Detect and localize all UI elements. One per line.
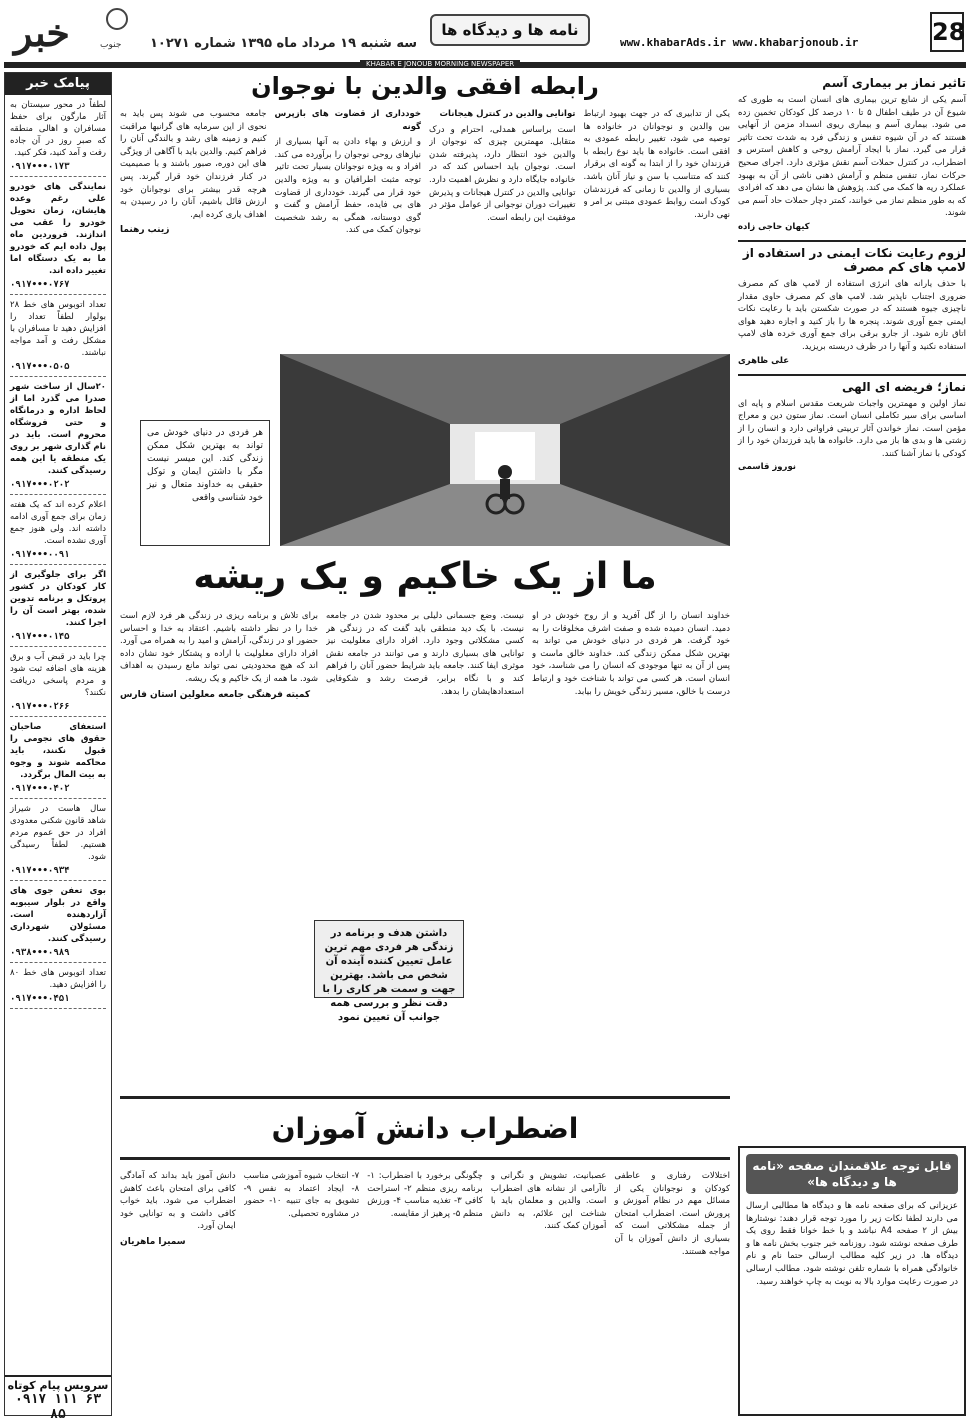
masthead-tagline: KHABAR E JONOUB MORNING NEWSPAPER	[360, 60, 520, 68]
asthma-article-author: کیهان حاجی زاده	[738, 221, 810, 232]
article3-column: چگونگی برخورد با اضطراب: ۱- برنامه ریزی منظم ۲- استراحت کافی ۳- تغذیه مناسب ۴- ورزش منظم ۵- پرهیز از مقایسه.	[367, 1171, 483, 1219]
article-author: زینب رهنما	[120, 225, 170, 236]
article3-author: سمیرا ماهریان	[120, 1236, 186, 1247]
hallway-wheelchair-photo	[280, 354, 730, 546]
sms-title: پیامک خبر	[5, 73, 111, 95]
sms-item	[5, 95, 111, 177]
article-column: خودداری از قضاوت های بازپرس گونه و ارزش و بهاء دادن به آنها بسیاری از نیازهای روحی نوجوان را برآورده می کند. افراد و به ویژه نوجوانان بسیار تحت تاثیر توجه مثبت اطرافیان و به ویژه والدین خود قرار می گیرند. خودداری از قضاوت های بی فایده، حفظ آرامش و گفت و گوی دوستانه، همگی به رشد شخصیت نوجوان کمک می کند.	[274, 109, 421, 236]
sms-text: تعداد اتوبوس های خط ۸۰ را افزایش دهید.	[10, 968, 106, 990]
notice-text: عزیزانی که برای صفحه نامه ها و دیدگاه ها مطالبی ارسال می دارند لطفا نکات زیر را مورد توجه قرار دهند: نوشتارها بیش از ۲ صفحه A4 نباشد و با خط خوانا فقط روی یک طرف صفحه نوشته شود. روزنامه خبر جنوب بخش نامه ها و دیدگاه ها. در زیر کلیه مطالب ارسالی حتما نام و نام خانوادگی همراه با شماره تلفن نوشته شود. مطالب ارسالی در صورت رعایت موارد بالا به نوبت به چاپ خواهند رسید.	[746, 1201, 958, 1287]
lamp-article-author: علی ظاهری	[738, 355, 790, 366]
sms-phone: ۰۹۱۷•••۰۲۰۲	[10, 479, 106, 495]
article-subheading: خودداری از قضاوت های بازپرس گونه	[274, 109, 421, 132]
sms-item	[5, 295, 111, 377]
sms-phone: ۰۹۳۸•••۰۹۸۹	[10, 947, 106, 963]
article3-column: دانش آموز باید بداند که آمادگی کافی برای امتحان باعث کاهش اضطراب می شود. باید خواب کافی داشت و به توانایی خود ایمان آورد. سمیرا ماهریان	[120, 1171, 236, 1247]
sms-text: بوی تعفن جوی های واقع در بلوار سیبویه آزاردهنده است. مسئولان شهرداری رسیدگی کنند.	[10, 886, 106, 944]
lamp-article-text: با حذف یارانه های انرژی استفاده از لامپ های کم مصرف ضروری اجتناب ناپذیر شد. لامپ های کم مصرف حاوی مقدار ناچیزی جیوه هستند که در صورت شکستن باید با رعایت نکات ایمنی جمع آوری شوند. پنجره ها را باز کنید و اجازه دهید هوای اتاق تازه شود. از جارو برقی برای جمع آوری خرده های لامپ استفاده نکنید و آنها را در ظرف دربسته بریزید.	[738, 278, 966, 352]
sms-footer-number: ۰۹۱۷ ۱۱۱ ۶۳ ۸۵	[14, 1392, 102, 1421]
article-columns	[120, 108, 730, 372]
article3-title: اضطراب دانش آموزان	[271, 1111, 579, 1145]
photo-caption: هر فردی در دنیای خودش می تواند به بهترین شکل ممکن زندگی کند. این میسر نیست مگر با داشتن ایمان و توکل حقیقی به خداوند متعال و نیز خود شناسی واقعی	[140, 420, 270, 546]
sms-item	[5, 647, 111, 717]
sms-text: استعفای صاحبان حقوق های نجومی را قبول نکنند، باید محاکمه شوند و وجوه به بیت المال برگردد.	[10, 722, 106, 780]
article3-column: عصبانیت، تشویش و نگرانی و ناآرامی از نشانه های اضطراب است. والدین و معلمان باید با شناخت این علائم، به دانش آموزان کمک کنند.	[490, 1171, 607, 1232]
prayer-article-text: نماز اولین و مهمترین واجبات شریعت مقدس اسلام و پایه ای اساسی برای سیر تکاملی انسان است. نماز ستون دین و معراج مؤمن است. نماز خواندن آثار تربیتی فراوانی دارد و انسان را از زشتی ها و بدی ها باز می دارد. خانواده ها باید فرزندان خود را از کودکی با نماز آشنا کنند.	[738, 398, 966, 459]
sms-item	[5, 495, 111, 565]
sms-sidebar	[4, 72, 112, 1421]
sms-item	[5, 377, 111, 495]
asthma-article-title: تاثیر نماز بر بیماری آسم	[822, 76, 966, 90]
notice-box	[738, 1146, 966, 1416]
sms-phone: ۰۹۱۷•••۰۲۶۶	[10, 701, 106, 717]
article-column: یکی از تدابیری که در جهت بهبود ارتباط بین والدین و نوجوانان در خانواده ها توصیه می شود، تغییر رابطه عمودی به افقی است. خانواده ها باید نوع رابطه با فرزندان خود را از ابتدا به گونه ای برقرار کنند که متناسب با سن و نیاز آنان باشد. بسیاری از والدین تا زمانی که فرزندشان کودک است روابط عمودی مبتنی بر امر و نهی دارند.	[583, 109, 730, 220]
sms-item	[5, 177, 111, 295]
article2-column: برای تلاش و برنامه ریزی در زندگی هر فرد لازم است خدا را در نظر داشته باشیم. اعتقاد به خدا و احساس حضور او در زندگی، آرامش و امید را به همراه می آورد. افراد دارای معلولیت با اراده و پشتکار خود نشان داده اند که هیچ محدودیتی نمی تواند مانع رسیدن به اهداف شود. ما همه از یک خاکیم و یک ریشه. کمیته فرهنگی جامعه معلولین استان فارس	[120, 611, 318, 700]
sms-text: سال هاست در شیراز شاهد قانون شکنی معدودی افراد در حق عموم مردم هستیم. لطفاً رسیدگی شود.	[10, 804, 106, 862]
article2-author: کمیته فرهنگی جامعه معلولین استان فارس	[120, 689, 311, 700]
article-title: رابطه افقی والدین با نوجوان	[251, 72, 599, 100]
sms-text: تعداد اتوبوس های خط ۲۸ بولوار لطفاً تعداد را افزایش دهید تا مسافران با مشکل رفت و آمد مواجه نباشند.	[10, 300, 106, 358]
section-title: نامه ها و دیدگاه ها	[430, 14, 590, 46]
sms-footer	[5, 1375, 111, 1421]
sms-phone: ۰۹۱۷•••۰۱۴۵	[10, 631, 106, 647]
sms-phone: ۰۹۱۷•••۰۴۰۲	[10, 783, 106, 799]
sms-text: اعلام کرده اند که یک هفته زمان برای جمع آوری ادامه داشته اند. ولی هنوز جمع آوری نشده است.	[10, 500, 106, 546]
sms-text: ۲۰سال از ساخت شهر صدرا می گذرد اما از لحاظ اداره و درمانگاه و حتی فروشگاه محروم است. باید در نام گذاری شهر بر روی یک منطقه یا این همه رسیدگی کنند.	[10, 382, 106, 476]
article2-column: خداوند انسان را از گل آفرید و از روح خودش در او دمید. انسان دمیده شده و صفت اشرف مخلوقات را به خود گرفت. هر فردی در دنیای خودش می تواند به بهترین شکل ممکن زندگی کند. خداوند خالق ماست و پس از آن به تنها موجودی که انسان را می شناسد، خود انسان است. هر کسی می تواند با شناخت خود و ارتباط درست با خالق، مسیر زندگی خویش را بیابد.	[532, 611, 730, 697]
divider	[738, 240, 966, 242]
logo-text: خبر	[14, 10, 70, 55]
sms-item	[5, 881, 111, 963]
lamp-article-title: لزوم رعایت نکات ایمنی در استفاده از لامپ های کم مصرف	[742, 245, 966, 274]
sms-item	[5, 799, 111, 881]
sms-phone: ۰۹۱۷•••۰۰۹۱	[10, 549, 106, 565]
article2-column: نیست. وضع جسمانی دلیلی بر محدود شدن در جامعه نیست. با یک دید منطقی باید گفت که در زندگی هر کسی مشکلاتی وجود دارد. افراد دارای معلولیت نیز توانایی های بسیاری دارند و می توانند در جامعه نقش موثری ایفا کنند. جامعه باید شرایط حضور آنان را فراهم کند و با نگاه برابر، فرصت رشد و شکوفایی استعدادهایشان را بدهد.	[326, 611, 524, 697]
sms-text: لطفاً در محور سیستان به آثار مارگون برای حفظ مسافران و اهالی منطقه که صبر روز در آن جاده رفت و آمد کنید، فکر کنید.	[10, 100, 106, 158]
sms-text: اگر برای جلوگیری از کار کودکان در کشور پروتکل و برنامه تدوین شده، بهتر است آن را اجرا کنند.	[10, 570, 106, 628]
article-column: جامعه محسوب می شوند پس باید به نحوی از این سرمایه های گرانبها مراقبت کنیم و زمینه های رشد و بالندگی آنان را فراهم کنیم. والدین باید با آگاهی از ویژگی های این دوره، صبور باشند و با صمیمیت در کنار فرزندان خود قرار گیرند. پس هرچه قدر بیشتر برای نوجوانان خود ارزش قائل باشیم، آنان را در رسیدن به اهداف یاری کرده ایم. زینب رهنما	[120, 109, 267, 236]
article2-title: ما از یک خاکیم و یک ریشه	[193, 556, 657, 597]
logo-subtext: جنوب	[100, 40, 122, 50]
sms-item	[5, 717, 111, 799]
sms-list	[5, 95, 111, 1009]
divider	[738, 374, 966, 376]
sms-phone: ۰۹۱۷•••۰۴۵۱	[10, 993, 106, 1009]
sms-phone: ۰۹۱۷•••۰۹۳۴	[10, 865, 106, 881]
sms-footer-label: سرویس پیام کوتاه	[7, 1379, 109, 1392]
sms-text: چرا باید در قبض آب و برق هزینه های اضافه ثبت شود و مردم پاسخی دریافت نکنند؟	[10, 652, 106, 698]
asthma-article-text: آسم یکی از شایع ترین بیماری های انسان است به طوری که شیوع آن در طیف اطفال ۵ تا ۱۰ درصد کل کودکان تخمین زده می شود. بیماری آسم و بیماری ریوی انسداد مزمن از آنهایی هستند که در آن شیوه تنفس و زندگی فرد به شدت تحت تاثیر قرار می گیرد. نماز با ایجاد آرامش روحی و کاهش استرس و اضطراب، در کنترل حملات آسم نقش مؤثری دارد. اجرای صحیح حرکات نماز، تنفس منظم و آرامش ذهنی ناشی از آن به بهبود عملکرد ریه ها کمک می کند. پژوهش ها نشان می دهد که افرادی که به طور منظم نماز می خوانند، کمتر دچار حملات حاد آسم می شوند.	[738, 95, 966, 219]
article-subheading: توانایی والدین در کنترل هیجانات	[439, 109, 576, 119]
sms-phone: ۰۹۱۷•••۰۱۷۳	[10, 161, 106, 177]
masthead	[0, 0, 970, 70]
article3-column: ۷- انتخاب شیوه آموزشی مناسب ۸- ایجاد اعتماد به نفس ۹- تشویق به جای تنبیه ۱۰- حضور در مشاوره تحصیلی.	[243, 1171, 360, 1219]
notice-title: قابل توجه علاقمندان صفحه «نامه ها و دیدگاه ها»	[746, 1154, 958, 1194]
sms-item	[5, 565, 111, 647]
sms-text: نمایندگی های خودرو علی رغم وعده هایشان، زمان تحویل خودرو را عقب می اندازند. فروردین ماه پول داده ایم که خودرو ما به یک دستگاه اما تغییر داده اند.	[10, 182, 106, 276]
sms-phone: ۰۹۱۷•••۰۷۶۷	[10, 279, 106, 295]
article3-column: اختلالات رفتاری و عاطفی کودکان و نوجوانان یکی از مسائل مهم در نظام آموزش و پرورش است. اضطراب امتحان از جمله مشکلاتی است که بسیاری از دانش آموزان با آن مواجه هستند.	[614, 1171, 730, 1257]
page-number: 28	[930, 12, 964, 52]
prayer-article-title: نماز؛ فریضه ای الهی	[841, 379, 966, 394]
pullquote: داشتن هدف و برنامه در زندگی هر فردی مهم ترین عامل تعیین کننده آینده آن شخص می باشد. بهترین جهت و سمت هر کاری را با دقت نظر و بررسی همه جوانب آن تعیین نمود	[314, 920, 464, 998]
article3-columns	[120, 1170, 730, 1416]
website-urls[interactable]: www.khabarAds.ir www.khabarjonoub.ir	[620, 36, 859, 49]
article-column: توانایی والدین در کنترل هیجانات است براساس همدلی، احترام و درک متقابل. مهمترین چیزی که نوجوان از والدین خود انتظار دارد، پذیرفته شدن است. نوجوان باید احساس کند که در خانواده جایگاه دارد و نظرش اهمیت دارد. توانایی والدین در کنترل هیجانات و پذیرش تغییرات دوران نوجوانی از عوامل مؤثر در موفقیت این رابطه است.	[429, 109, 576, 223]
logo-emblem-icon	[106, 8, 128, 30]
sms-phone: ۰۹۱۷•••۰۵۰۵	[10, 361, 106, 377]
sms-item	[5, 963, 111, 1009]
prayer-article-author: نوروز قاسمی	[738, 462, 796, 473]
article3-banner	[120, 1096, 730, 1160]
newspaper-logo	[4, 4, 130, 62]
issue-date: سه شنبه ۱۹ مرداد ماه ۱۳۹۵ شماره ۱۰۲۷۱	[150, 36, 418, 51]
